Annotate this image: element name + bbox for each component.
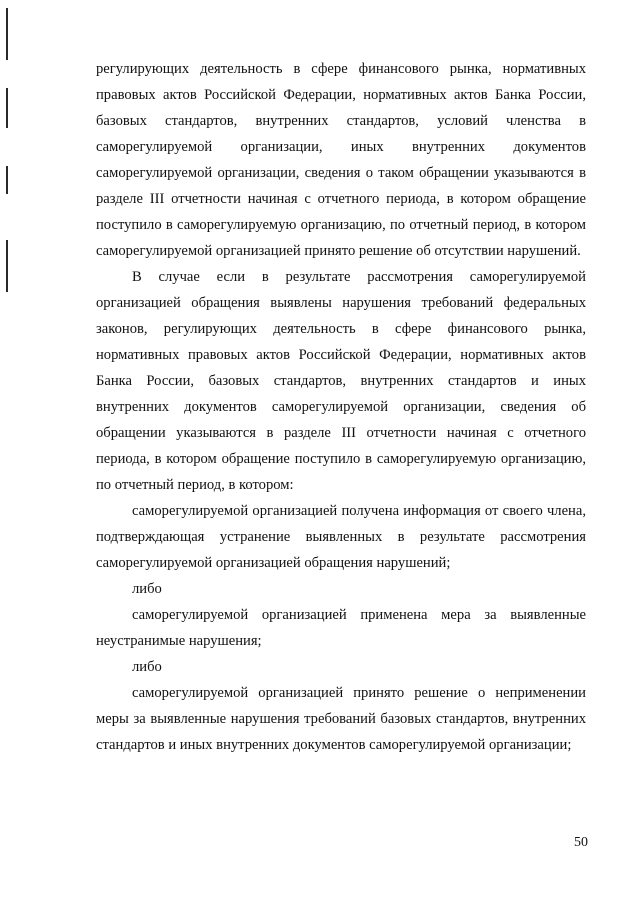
paragraph-violations-case: В случае если в результате рассмотрения саморегулируемой организацией обращения выявлены нарушения требований федеральных законов, регулирующих деятельность в сфере финансового рынка, нормативных правовых актов Российской Федерации, нормативных актов Банка России, базовых стандартов, внутренних стандартов и иных внутренних документов саморегулируемой организации, сведения об обращении указываются в разделе III отчетности начиная с отчетного периода, в котором обращение поступило в саморегулируемую организацию, по отчетный период, в котором: <box>96 269 586 493</box>
document-body <box>96 56 586 758</box>
paragraph-condition-elimination: саморегулируемой организацией получена информация от своего члена, подтверждающая устранение выявленных в результате рассмотрения саморегулируемой организацией обращения нарушений; <box>96 503 586 571</box>
scan-margin-mark <box>6 88 8 128</box>
paragraph-condition-no-measure: саморегулируемой организацией принято решение о неприменении меры за выявленные нарушения требований базовых стандартов, внутренних стандартов и иных внутренних документов саморегулируемой организации; <box>96 685 586 753</box>
scan-margin-mark <box>6 240 8 292</box>
paragraph-condition-measure: саморегулируемой организацией применена мера за выявленные неустранимые нарушения; <box>96 607 586 649</box>
paragraph-or: либо <box>132 659 162 675</box>
scan-margin-mark <box>6 8 8 60</box>
paragraph-or: либо <box>132 581 162 597</box>
page-number: 50 <box>574 835 588 850</box>
scan-margin-mark <box>6 166 8 194</box>
paragraph-continuation: регулирующих деятельность в сфере финансового рынка, нормативных правовых актов Российской Федерации, нормативных актов Банка России, базовых стандартов, внутренних стандартов, условий членства в саморегулируемой организации, иных внутренних документов саморегулируемой организации, сведения о таком обращении указываются в разделе III отчетности начиная с отчетного периода, в котором обращение поступило в саморегулируемую организацию, по отчетный период, в котором саморегулируемой организацией принято решение об отсутствии нарушений. <box>96 61 586 259</box>
